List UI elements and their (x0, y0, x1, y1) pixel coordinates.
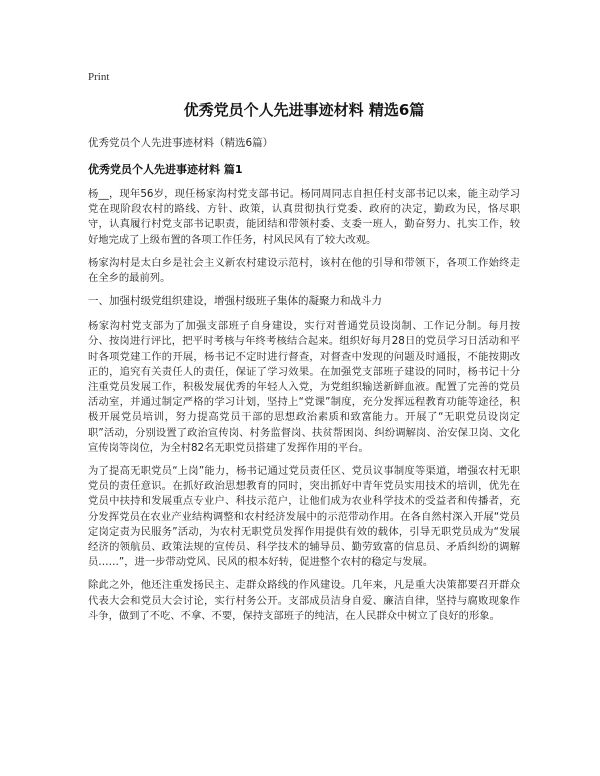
print-label[interactable]: Print (88, 71, 110, 83)
section-heading: 优秀党员个人先进事迹材料 篇1 (88, 163, 243, 176)
document-page (88, 70, 520, 632)
paragraph: 杨家沟村党支部为了加强支部班子自身建设，实行对普通党员设岗制、工作记分制。每月按分、按岗进行评比，把平时考核与年终考核结合起来。组织好每月28日的党员学习日活动和平时各项党建工作的开展，杨书记不定时进行督查，对督查中发现的问题及时通报，不能按期改正的，追究有关责任人的责任，保证了学习效果。在加强党支部班子建设的同时，杨书记十分注重党员发展工作，积极发展优秀的年轻人入党，为党组织输送新鲜血液。配置了完善的党员活动室，并通过制定严格的学习计划，坚持上“党课”制度，充分发挥远程教育功能等途径，积极开展党员培训，努力提高党员干部的思想政治素质和致富能力。开展了“无职党员设岗定职”活动，分别设置了政治宣传岗、村务监督岗、扶贫帮困岗、纠纷调解岗、治安保卫岗、文化宣传岗等岗位，为全村82名无职党员搭建了发挥作用的平台。 (88, 320, 520, 454)
page-title: 优秀党员个人先进事迹材料 精选6篇 (183, 101, 425, 119)
sub-heading: 一、加强村级党组织建设，增强村级班子集体的凝聚力和战斗力 (88, 295, 382, 308)
paragraph: 除此之外，他还注重发扬民主、走群众路线的作风建设。几年来，凡是重大决策都要召开群众代表大会和党员大会讨论，实行村务公开。支部成员洁身自爱、廉洁自律，坚持与腐败现象作斗争，做到了不吃、不拿、不要，保持支部班子的纯洁，在人民群众中树立了良好的形象。 (88, 579, 520, 622)
paragraph: 杨__，现年56岁，现任杨家沟村党支部书记。杨同周同志自担任村支部书记以来，能主动学习党在现阶段农村的路线、方针、政策，认真贯彻执行党委、政府的决定，勤政为民，恪尽职守，认真履行村党支部书记职责，能团结和带领村委、支委一班人，勤奋努力、扎实工作，较好地完成了上级布置的各项工作任务，村风民风有了较大改观。 (88, 188, 520, 246)
paragraph: 为了提高无职党员“上岗”能力，杨书记通过党员责任区、党员议事制度等渠道，增强农村无职党员的责任意识。在抓好政治思想教育的同时，突出抓好中青年党员实用技术的培训，优先在党员中扶持和发展重点专业户、科技示范户，让他们成为农业科学技术的受益者和传播者，充分发挥党员在农业产业结构调整和农村经济发展中的示范带动作用。在各自然村深入开展“党员定岗定责为民服务”活动，为农村无职党员发挥作用提供有效的载体，引导无职党员成为“发展经济的领航员、政策法规的宣传员、科学技术的辅导员、勤劳致富的信息员、矛盾纠纷的调解员……”，进一步带动党风、民风的根本好转，促进整个农村的稳定与发展。 (88, 465, 520, 569)
paragraph: 杨家沟村是太白乡是社会主义新农村建设示范村，该村在他的引导和带领下，各项工作始终走在全乡的最前列。 (88, 256, 520, 285)
doc-subtitle: 优秀党员个人先进事迹材料（精选6篇） (88, 137, 274, 149)
